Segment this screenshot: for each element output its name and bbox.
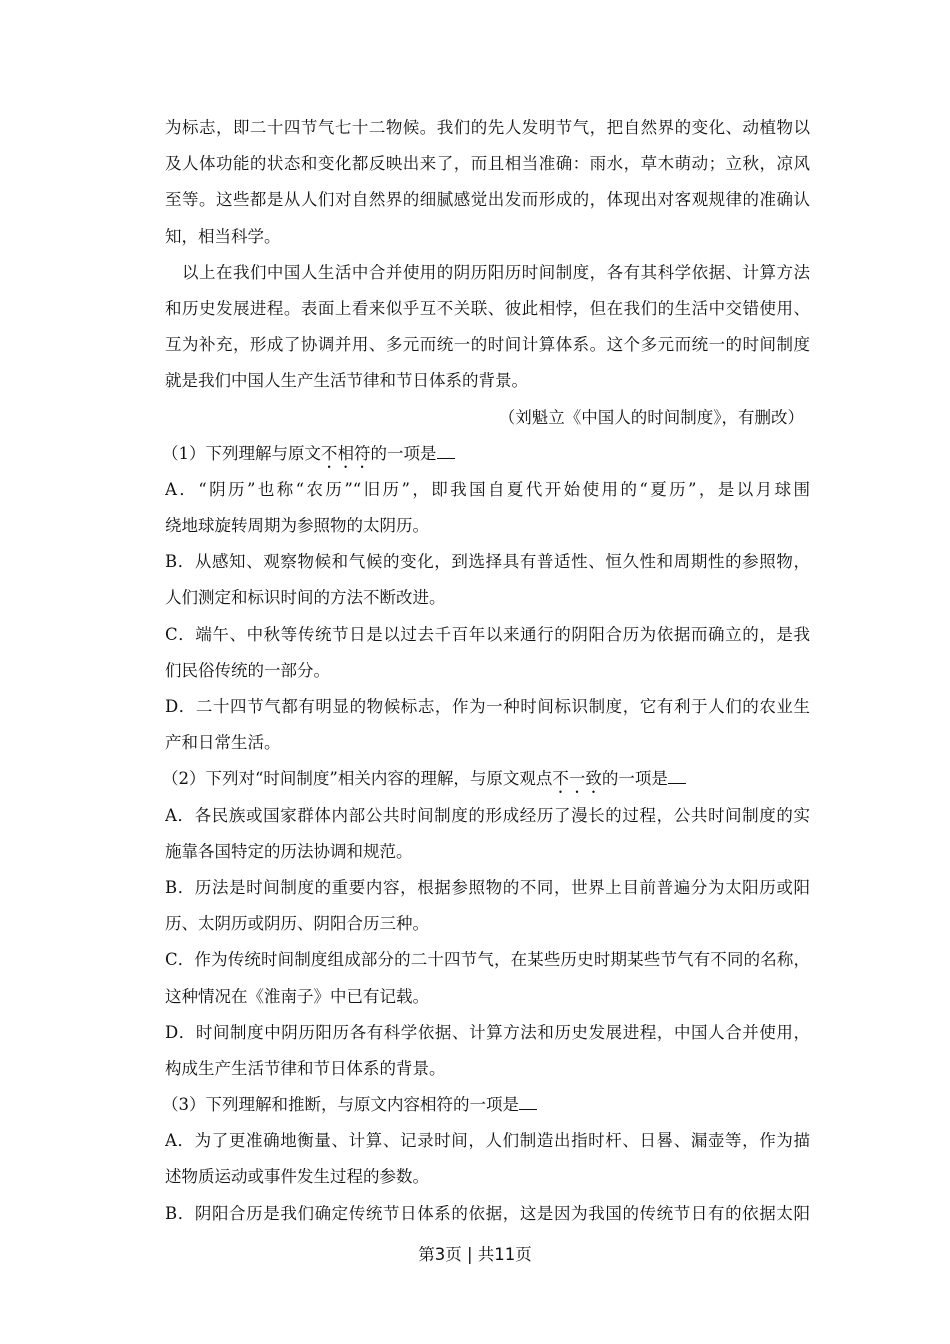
passage-line: 至等。这些都是从人们对自然界的细腻感觉出发而形成的，体现出对客观规律的准确认 (165, 190, 810, 210)
passage-line: 为标志，即二十四节气七十二物候。我们的先人发明节气，把自然界的变化、动植物以 (165, 118, 810, 137)
option-text: “阴历”也称“农历”“旧历”，即我国自夏代开始使用的“夏历”，是以月球围 (198, 479, 810, 499)
option-line (165, 1159, 810, 1195)
answer-blank (668, 767, 686, 784)
question-stem-text: （1）下列理解与原文 (162, 443, 321, 463)
source-citation: （刘魁立《中国人的时间制度》，有删改） (498, 407, 804, 427)
option-label: C． (165, 624, 196, 644)
document-body (162, 110, 810, 1232)
option-text: 人们测定和标识时间的方法不断改进。 (165, 588, 446, 608)
option-label: A． (165, 805, 195, 825)
option-text: 为了更准确地衡量、计算、记录时间，人们制造出指时杆、日晷、漏壶等，作为描 (194, 1131, 810, 1151)
option-line (165, 870, 810, 906)
option-line (165, 580, 810, 616)
passage-line: 以上在我们中国人生活中合并使用的阴历阳历时间制度，各有其科学依据、计算方法 (182, 262, 810, 282)
option-text: 作为传统时间制度组成部分的二十四节气，在某些历史时期某些节气有不同的名称， (194, 950, 810, 970)
option-line (165, 689, 810, 725)
option-label: D． (165, 697, 196, 716)
option-text: 历法是时间制度的重要内容，根据参照物的不同，世界上目前普遍分为太阳历或阳 (194, 877, 810, 897)
option-label: D． (165, 1022, 196, 1042)
option-text: 构成生产生活节律和节日体系的背景。 (165, 1058, 446, 1078)
passage-line: 和历史发展进程。表面上看来似乎互不关联、彼此相悖，但在我们的生活中交错使用、 (165, 298, 810, 318)
option-line (165, 942, 810, 978)
option-text: 施靠各国特定的历法协调和规范。 (165, 841, 413, 861)
option-text: 绕地球旋转周期为参照物的太阴历。 (165, 516, 429, 536)
question-stem-text: 的一项是 (601, 769, 668, 789)
emphasized-text: 不一致 (552, 769, 602, 789)
option-text: 历、太阴历或阴历、阴阳合历三种。 (165, 914, 429, 934)
option-label: B． (165, 1203, 195, 1223)
option-line (165, 1123, 810, 1159)
option-line (165, 1015, 810, 1051)
option-line (165, 617, 810, 653)
question-stem (162, 761, 810, 797)
option-label: A． (165, 479, 199, 499)
option-line (165, 979, 810, 1015)
answer-blank (437, 442, 455, 459)
answer-blank (519, 1093, 537, 1110)
option-label: A． (165, 1131, 195, 1151)
option-text: 从感知、观察物候和气候的变化，到选择具有普适性、恒久性和周期性的参照物， (194, 552, 810, 572)
option-text: 阴阳合历是我们确定传统节日体系的依据，这是因为我国的传统节日有的依据太阳 (194, 1203, 810, 1223)
option-label: C． (165, 950, 195, 970)
option-line (165, 725, 810, 761)
emphasized-text: 不相符 (321, 443, 371, 463)
option-line (165, 653, 810, 689)
option-label: B． (165, 877, 195, 897)
option-text: 二十四节气都有明显的物候标志，作为一种时间标识制度，它有利于人们的农业生 (195, 697, 810, 716)
option-text: 述物质运动或事件发生过程的参数。 (165, 1167, 429, 1187)
question-stem-text: （2）下列对“时间制度”相关内容的理解，与原文观点 (162, 769, 553, 789)
question-stem (162, 1087, 810, 1123)
passage-line: 知，相当科学。 (165, 226, 281, 246)
option-text: 时间制度中阴历阳历各有科学依据、计算方法和历史发展进程，中国人合并使用， (195, 1022, 810, 1042)
option-label: B． (165, 552, 195, 572)
passage-line: 互为补充，形成了协调并用、多元而统一的时间计算体系。这个多元而统一的时间制度 (165, 335, 810, 355)
option-line (165, 1196, 810, 1232)
question-stem-text: （3）下列理解和推断，与原文内容相符的一项是 (162, 1095, 519, 1115)
option-line (165, 906, 810, 942)
question-stem-text: 的一项是 (370, 443, 437, 463)
option-text: 产和日常生活。 (165, 733, 281, 753)
passage-line: 及人体功能的状态和变化都反映出来了，而且相当准确：雨水，草木萌动；立秋，凉风 (165, 154, 810, 174)
passage-line: 就是我们中国人生产生活节律和节日体系的背景。 (165, 371, 528, 391)
option-text: 们民俗传统的一部分。 (165, 660, 330, 680)
option-line (165, 508, 810, 544)
question-stem (162, 436, 810, 472)
option-text: 各民族或国家群体内部公共时间制度的形成经历了漫长的过程，公共时间制度的实 (194, 805, 810, 825)
option-line (165, 472, 810, 508)
option-line (165, 798, 810, 834)
option-text: 这种情况在《淮南子》中已有记载。 (165, 986, 429, 1006)
option-line (165, 834, 810, 870)
option-line (165, 1051, 810, 1087)
option-text: 端午、中秋等传统节日是以过去千百年以来通行的阴阳合历为依据而确立的，是我 (195, 624, 810, 644)
page-number-footer: 第3页 | 共11页 (418, 1245, 532, 1264)
option-line (165, 544, 810, 580)
